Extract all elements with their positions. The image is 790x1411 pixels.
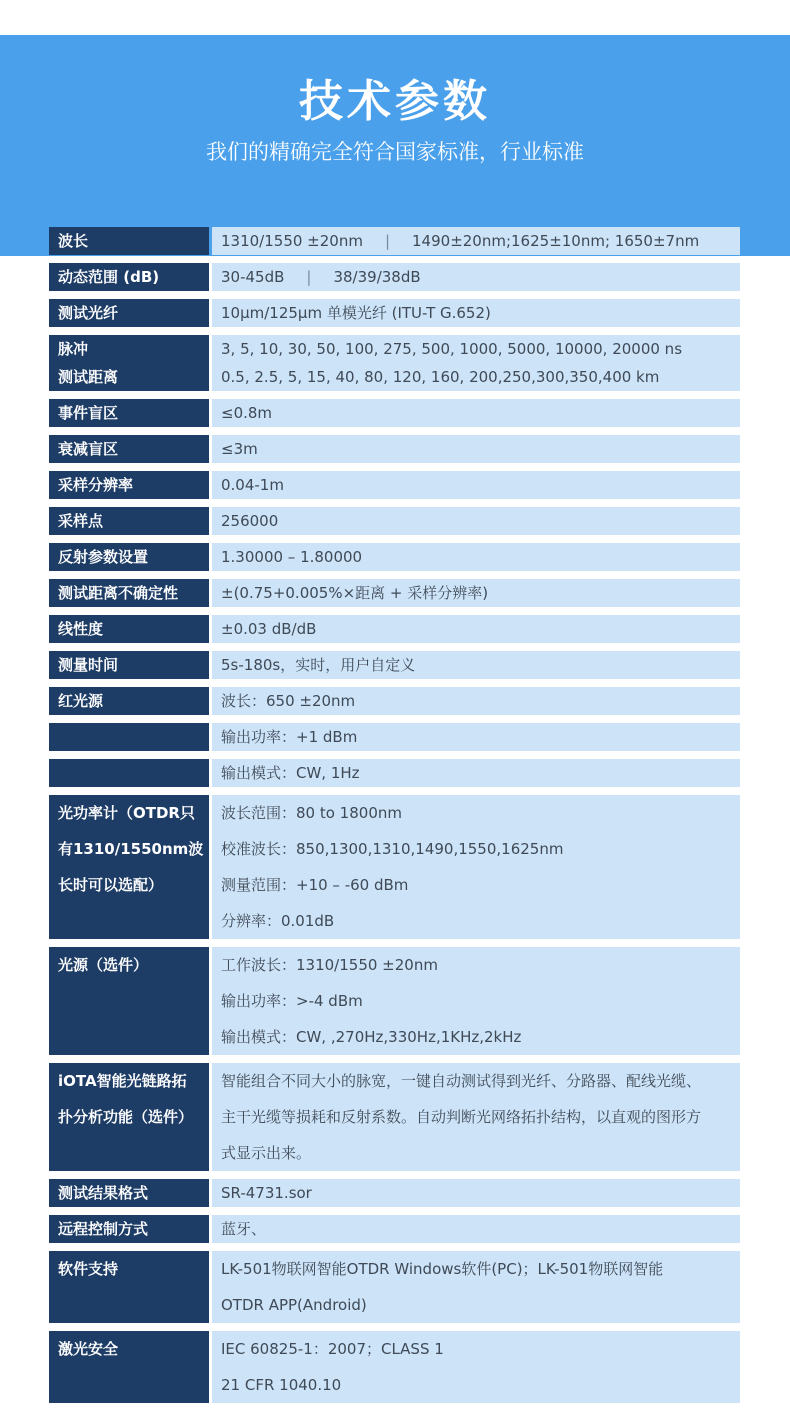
spec-row — [49, 615, 740, 643]
spec-value-line: 0.5, 2.5, 5, 15, 40, 80, 120, 160, 200,250,300,350,400 km — [221, 368, 660, 386]
spec-label-line: 测量时间 — [58, 656, 119, 674]
divider: | — [384, 232, 391, 250]
spec-label-line: 动态范围 (dB) — [58, 268, 160, 286]
spec-row — [49, 759, 740, 787]
spec-value — [212, 723, 740, 751]
spec-label — [49, 435, 209, 463]
spec-row — [49, 507, 740, 535]
spec-value-line: ±0.03 dB/dB — [221, 620, 317, 638]
spec-value-line — [221, 227, 740, 255]
spec-value-line: 10μm/125μm 单模光纤 (ITU-T G.652) — [221, 304, 491, 322]
spec-value-line: 智能组合不同大小的脉宽，一键自动测试得到光纤、分路器、配线光缆、 — [221, 1072, 702, 1090]
spec-value-line: 输出模式：CW, ,270Hz,330Hz,1KHz,2kHz — [221, 1028, 522, 1046]
spec-value — [212, 795, 740, 939]
page-subtitle: 我们的精确完全符合国家标准，行业标准 — [206, 140, 584, 164]
spec-row — [49, 335, 740, 391]
spec-label-line: 反射参数设置 — [58, 548, 149, 566]
spec-value-line: 1.30000 – 1.80000 — [221, 548, 363, 566]
spec-value-line: 式显示出来。 — [221, 1144, 312, 1162]
spec-value — [212, 759, 740, 787]
spec-value-part: 30-45dB — [221, 268, 285, 286]
spec-row — [49, 723, 740, 751]
spec-value-line: 分辨率：0.01dB — [221, 912, 335, 930]
spec-label — [49, 723, 209, 751]
spec-row — [49, 471, 740, 499]
spec-label-line: 采样分辨率 — [58, 476, 134, 494]
spec-label — [49, 759, 209, 787]
spec-value-line: ≤0.8m — [221, 404, 273, 422]
spec-value — [212, 471, 740, 499]
spec-label-line: 脉冲 — [58, 340, 89, 358]
spec-value-line: 输出功率：+1 dBm — [221, 728, 358, 746]
spec-label — [49, 579, 209, 607]
spec-label-line: 扑分析功能（选件） — [58, 1108, 194, 1126]
spec-value-line: 0.04-1m — [221, 476, 284, 494]
spec-value-line: SR-4731.sor — [221, 1184, 312, 1202]
spec-label — [49, 227, 209, 255]
spec-value — [212, 947, 740, 1055]
page-title: 技术参数 — [299, 76, 491, 127]
spec-value — [212, 1179, 740, 1207]
spec-label — [49, 1251, 209, 1323]
spec-value — [212, 335, 740, 391]
spec-label — [49, 615, 209, 643]
spec-label-line: 衰减盲区 — [58, 440, 119, 458]
spec-value-line: LK-501物联网智能OTDR Windows软件(PC)；LK-501物联网智能 — [221, 1260, 664, 1278]
spec-value-part: 1310/1550 ±20nm — [221, 232, 363, 250]
spec-label — [49, 507, 209, 535]
spec-value — [212, 263, 740, 291]
spec-label-line: 测试距离 — [58, 368, 119, 386]
spec-label — [49, 947, 209, 1055]
spec-label — [49, 263, 209, 291]
spec-value-line: 5s-180s，实时，用户自定义 — [221, 656, 416, 674]
spec-value-line: 21 CFR 1040.10 — [221, 1376, 342, 1394]
spec-label — [49, 1063, 209, 1171]
spec-table — [49, 227, 740, 1411]
spec-value-line: 测量范围：+10 – -60 dBm — [221, 876, 409, 894]
spec-label — [49, 399, 209, 427]
spec-row — [49, 227, 740, 255]
spec-value — [212, 507, 740, 535]
spec-row — [49, 399, 740, 427]
spec-value-part: 38/39/38dB — [333, 268, 421, 286]
spec-value-line: ≤3m — [221, 440, 258, 458]
spec-value — [212, 651, 740, 679]
spec-value-line: 主干光缆等损耗和反射系数。自动判断光网络拓扑结构，以直观的图形方 — [221, 1108, 702, 1126]
spec-label-line — [58, 759, 209, 787]
spec-label-line: 软件支持 — [58, 1260, 119, 1278]
spec-row — [49, 687, 740, 715]
spec-row — [49, 543, 740, 571]
spec-value-line: 输出模式：CW, 1Hz — [221, 764, 360, 782]
spec-row — [49, 1331, 740, 1403]
spec-label-line: 红光源 — [58, 692, 104, 710]
spec-row — [49, 435, 740, 463]
spec-label — [49, 795, 209, 939]
divider: | — [306, 268, 312, 286]
spec-value-line: 波长范围：80 to 1800nm — [221, 804, 402, 822]
spec-row — [49, 579, 740, 607]
spec-value — [212, 299, 740, 327]
spec-label-line: iOTA智能光链路拓 — [58, 1072, 187, 1090]
spec-value — [212, 1215, 740, 1243]
spec-row — [49, 1215, 740, 1243]
spec-value — [212, 1063, 740, 1171]
spec-value-line: ±(0.75+0.005%×距离 + 采样分辨率) — [221, 584, 489, 602]
spec-value — [212, 579, 740, 607]
spec-row — [49, 1179, 740, 1207]
spec-label-line — [58, 723, 209, 751]
spec-value-line: 校准波长：850,1300,1310,1490,1550,1625nm — [221, 840, 564, 858]
spec-value — [212, 543, 740, 571]
spec-row — [49, 795, 740, 939]
spec-label-line: 测试光纤 — [58, 304, 119, 322]
spec-label-line: 采样点 — [58, 512, 104, 530]
spec-label-line: 线性度 — [58, 620, 104, 638]
spec-value-line: 256000 — [221, 512, 279, 530]
spec-value-line: 输出功率：>-4 dBm — [221, 992, 363, 1010]
spec-label-line: 激光安全 — [58, 1340, 119, 1358]
spec-row — [49, 263, 740, 291]
spec-value — [212, 399, 740, 427]
spec-label-line: 事件盲区 — [58, 404, 119, 422]
spec-label — [49, 1215, 209, 1243]
spec-value-line: IEC 60825-1：2007；CLASS 1 — [221, 1340, 444, 1358]
spec-value — [212, 615, 740, 643]
spec-value-line: 3, 5, 10, 30, 50, 100, 275, 500, 1000, 5000, 10000, 20000 ns — [221, 340, 683, 358]
spec-label-line: 测试结果格式 — [58, 1184, 149, 1202]
spec-value — [212, 435, 740, 463]
spec-value — [212, 687, 740, 715]
spec-row — [49, 299, 740, 327]
spec-label-line: 光功率计（OTDR只 — [58, 804, 195, 822]
spec-row — [49, 947, 740, 1055]
spec-label-line: 有1310/1550nm波 — [58, 840, 204, 858]
spec-label-line: 光源（选件） — [58, 956, 149, 974]
spec-value-line: 蓝牙、 — [221, 1220, 267, 1238]
spec-label — [49, 335, 209, 391]
spec-label — [49, 471, 209, 499]
spec-value — [212, 227, 740, 255]
spec-row — [49, 1251, 740, 1323]
spec-row — [49, 1063, 740, 1171]
spec-label — [49, 299, 209, 327]
spec-label-line: 长时可以选配） — [58, 876, 164, 894]
spec-value — [212, 1331, 740, 1403]
spec-label-line: 测试距离不确定性 — [58, 584, 179, 602]
spec-label — [49, 1331, 209, 1403]
spec-label-line: 远程控制方式 — [58, 1220, 149, 1238]
spec-value-line: OTDR APP(Android) — [221, 1296, 367, 1314]
spec-label — [49, 687, 209, 715]
spec-row — [49, 651, 740, 679]
spec-label — [49, 651, 209, 679]
spec-value — [212, 1251, 740, 1323]
spec-value-part: 1490±20nm;1625±10nm; 1650±7nm — [412, 232, 700, 250]
spec-label — [49, 1179, 209, 1207]
spec-value-line: 波长：650 ±20nm — [221, 692, 356, 710]
spec-value-line: 工作波长：1310/1550 ±20nm — [221, 956, 438, 974]
spec-label-line: 波长 — [58, 232, 89, 250]
spec-label — [49, 543, 209, 571]
spec-value-line — [221, 263, 740, 291]
